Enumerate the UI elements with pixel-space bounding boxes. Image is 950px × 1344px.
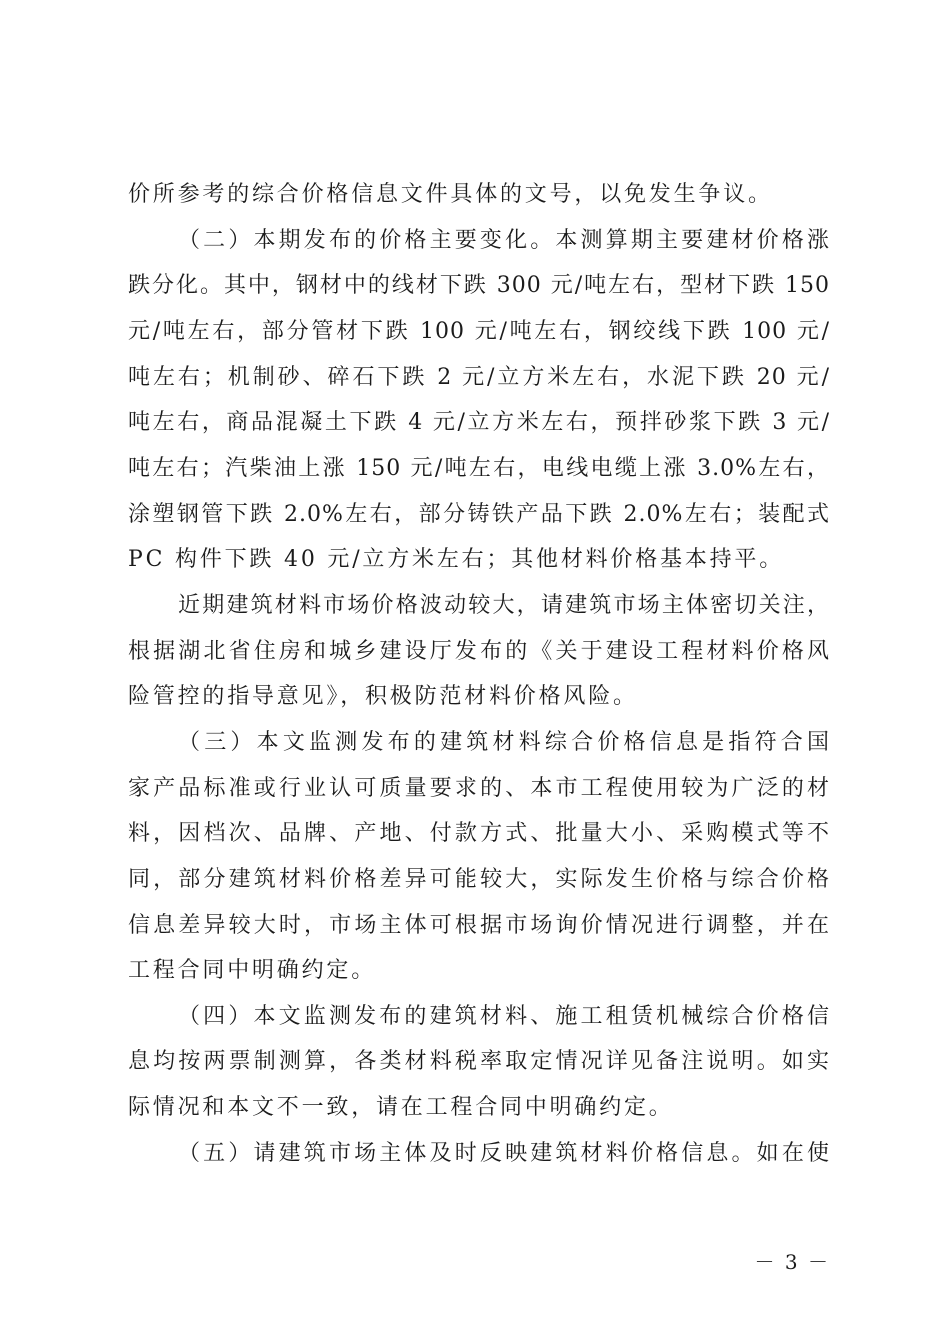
text-line: （三）本文监测发布的建筑材料综合价格信息是指符合国 — [178, 729, 830, 755]
text-line: （五）请建筑市场主体及时反映建筑材料价格信息。如在使 — [178, 1140, 830, 1166]
paragraph-section-five — [128, 1131, 830, 1177]
text-line: 工程合同中明确约定。 — [128, 958, 377, 984]
text-line: 险管控的指导意见》，积极防范材料价格风险。 — [128, 684, 638, 710]
paragraph-section-three — [128, 720, 830, 994]
text-line: 家产品标准或行业认可质量要求的、本市工程使用较为广泛的材 — [128, 775, 830, 801]
text-line: 信息差异较大时，市场主体可根据市场询价情况进行调整，并在 — [128, 912, 830, 938]
paragraph-continuation — [128, 172, 830, 218]
text-line: 际情况和本文不一致，请在工程合同中明确约定。 — [128, 1095, 674, 1121]
paragraph-market-volatility — [128, 583, 830, 720]
document-body — [128, 172, 830, 1176]
paragraph-section-four — [128, 994, 830, 1131]
text-line: 息均按两票制测算，各类材料税率取定情况详见备注说明。如实 — [128, 1049, 830, 1075]
text-line: 元/吨左右，部分管材下跌 100 元/吨左右，钢绞线下跌 100 元/ — [128, 318, 830, 344]
text-line: 近期建筑材料市场价格波动较大，请建筑市场主体密切关注， — [178, 592, 830, 618]
text-line: 料，因档次、品牌、产地、付款方式、批量大小、采购模式等不 — [128, 821, 830, 847]
text-line: （四）本文监测发布的建筑材料、施工租赁机械综合价格信 — [178, 1003, 830, 1029]
text-line: 跌分化。其中，钢材中的线材下跌 300 元/吨左右，型材下跌 150 — [128, 273, 830, 299]
paragraph-price-changes — [128, 218, 830, 583]
text-line: 吨左右，商品混凝土下跌 4 元/立方米左右，预拌砂浆下跌 3 元/ — [128, 410, 830, 436]
text-line: 涂塑钢管下跌 2.0%左右，部分铸铁产品下跌 2.0%左右；装配式 — [128, 501, 830, 527]
text-line: 同，部分建筑材料价格差异可能较大，实际发生价格与综合价格 — [128, 866, 830, 892]
text-line: （二）本期发布的价格主要变化。本测算期主要建材价格涨 — [178, 227, 830, 253]
text-line: 吨左右；机制砂、碎石下跌 2 元/立方米左右，水泥下跌 20 元/ — [128, 364, 830, 390]
page-number: － 3 － — [754, 1250, 830, 1274]
text-line: 吨左右；汽柴油上涨 150 元/吨左右，电线电缆上涨 3.0%左右， — [128, 455, 830, 481]
text-line: 价所参考的综合价格信息文件具体的文号，以免发生争议。 — [128, 182, 773, 207]
text-line: PC 构件下跌 40 元/立方米左右；其他材料价格基本持平。 — [128, 547, 785, 573]
text-line: 根据湖北省住房和城乡建设厅发布的《关于建设工程材料价格风 — [128, 638, 830, 664]
